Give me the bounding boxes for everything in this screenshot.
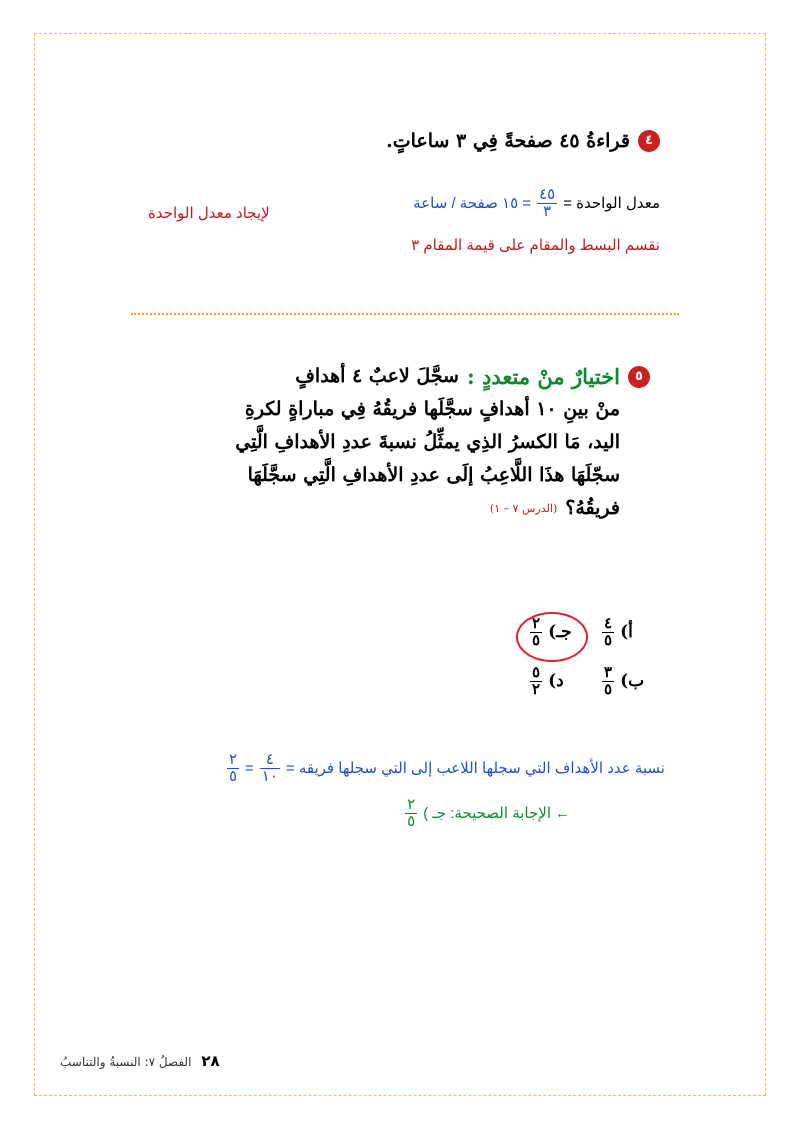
choice-c-denominator: ٥ xyxy=(532,630,541,649)
question-5-line-5: فريقُهُ؟ xyxy=(565,497,620,519)
rate-fraction-denominator: ٣ xyxy=(543,202,552,220)
equals-sign: = xyxy=(245,759,254,777)
answer-numerator: ٢ xyxy=(407,796,416,813)
page-footer xyxy=(60,1052,220,1070)
question-5-last-line xyxy=(130,492,650,525)
solution-text: نسبة عدد الأهداف التي سجلها اللاعب إلى التي سجلها فريقه = xyxy=(285,760,665,778)
solution-fraction-1 xyxy=(260,752,280,785)
solution-fraction-1-denominator: ١٠ xyxy=(261,767,278,785)
rate-fraction xyxy=(537,187,557,220)
lesson-reference: (الدرس ٧ – ١) xyxy=(489,502,558,515)
question-4 xyxy=(386,130,660,152)
choice-a-denominator: ٥ xyxy=(604,630,613,649)
choice-b-fraction xyxy=(602,665,614,698)
question-5-line-2: منْ بينِ ١٠ أهدافٍ سجَّلَها فريقُهُ فِي مباراةٍ لكرةِ xyxy=(244,398,620,420)
arrow-left-icon: ← xyxy=(555,804,570,822)
rate-note-title: لإيجاد معدل الواحدة xyxy=(148,205,270,222)
choice-b[interactable] xyxy=(600,665,644,698)
choice-b-numerator: ٣ xyxy=(604,663,613,681)
choice-d-label: د) xyxy=(548,671,564,692)
choice-d-fraction xyxy=(530,665,542,698)
answer-fraction xyxy=(405,797,417,830)
question-5-line-3: اليد، مَا الكسرُ الذِي يمثِّلُ نسبةَ عددِ الأهدافِ الَّتِي xyxy=(235,431,620,453)
solution-line xyxy=(225,752,665,785)
rate-note-detail: نقسم البسط والمقام على قيمة المقام ٣ xyxy=(411,237,660,254)
solution-fraction-1-numerator: ٤ xyxy=(265,751,274,768)
choice-a-fraction xyxy=(602,616,614,649)
question-5-line-1: سجَّلَ لاعبٌ ٤ أهدافٍ xyxy=(295,365,459,387)
correct-answer-circle xyxy=(516,612,588,662)
solution-fraction-2 xyxy=(227,752,239,785)
choice-a[interactable] xyxy=(600,616,633,649)
question-5-title: اختيارٌ منْ متعددٍ : xyxy=(466,364,620,389)
choice-d[interactable] xyxy=(528,665,564,698)
choice-b-denominator: ٥ xyxy=(604,679,613,698)
question-5-first-line xyxy=(130,360,650,393)
rate-fraction-numerator: ٤٥ xyxy=(539,186,556,203)
question-5-number-badge: ٥ xyxy=(628,366,650,388)
choice-a-numerator: ٤ xyxy=(604,614,613,632)
choice-d-denominator: ٢ xyxy=(532,679,541,698)
chapter-title: الفصلُ ٧: النسبةُ والتناسبُ xyxy=(60,1055,192,1069)
answer-text: الإجابة الصحيحة: جـ ) xyxy=(423,805,551,823)
rate-label: معدل الواحدة = xyxy=(563,195,660,213)
section-divider xyxy=(131,313,679,315)
question-5-line-4: سجّلَهَا هذَا اللَّاعِبُ إلَى عددِ الأهدافِ الَّتِي سجَّلَهَا xyxy=(247,464,620,486)
answer-denominator: ٥ xyxy=(407,812,416,830)
question-5 xyxy=(130,360,650,525)
choice-b-label: ب) xyxy=(620,671,645,692)
choice-c-label: جـ) xyxy=(548,622,572,643)
question-4-number-badge: ٤ xyxy=(638,130,660,152)
solution-fraction-2-numerator: ٢ xyxy=(228,751,238,768)
choice-d-numerator: ٥ xyxy=(532,663,541,681)
question-4-rate-line xyxy=(413,187,660,220)
question-4-text: قراءةُ ٤٥ صفحةً فِي ٣ ساعاتٍ. xyxy=(386,130,630,152)
rate-result: = ١٥ صفحة / ساعة xyxy=(413,195,532,213)
page-number: ٢٨ xyxy=(201,1052,220,1070)
answer-line xyxy=(403,797,570,830)
choice-c-numerator: ٢ xyxy=(532,614,541,632)
choice-a-label: أ) xyxy=(620,622,633,643)
solution-fraction-2-denominator: ٥ xyxy=(228,767,238,785)
